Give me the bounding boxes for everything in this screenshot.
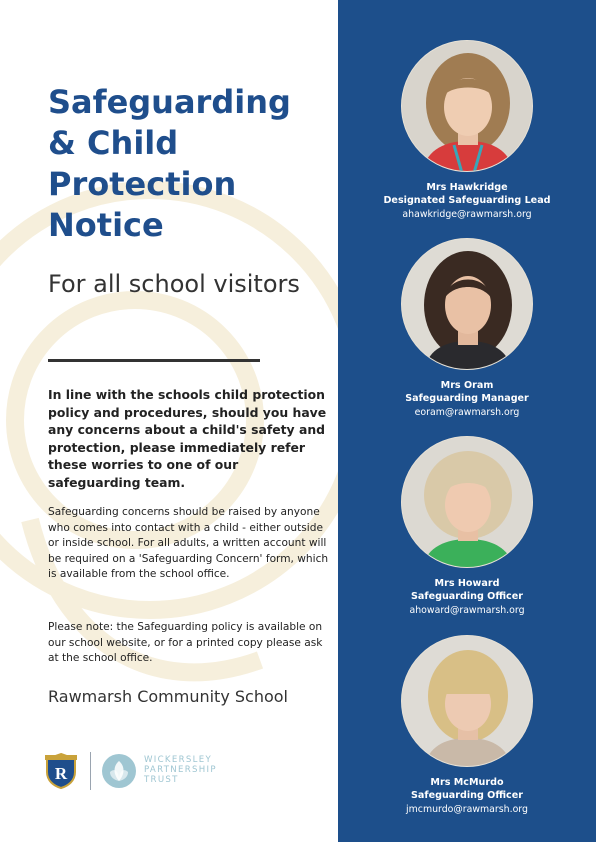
logo-separator <box>90 752 91 790</box>
team-member-role: Safeguarding Officer <box>411 790 523 801</box>
team-member-email: ahawkridge@rawmarsh.org <box>402 209 532 220</box>
safeguarding-team-panel <box>338 0 596 842</box>
team-member-photo <box>401 40 533 172</box>
policy-paragraph: Please note: the Safeguarding policy is available on our school website, or for a printed copy please ask at the school office. <box>48 621 323 665</box>
team-member-role: Safeguarding Officer <box>411 591 523 602</box>
footer-logos <box>44 750 274 792</box>
notice-subtitle: For all school visitors <box>48 270 300 298</box>
team-member-photo <box>401 238 533 370</box>
team-member-email: ahoward@rawmarsh.org <box>409 605 525 616</box>
concerns-paragraph: Safeguarding concerns should be raised by anyone who comes into contact with a child - either outside or inside school. For all adults, a written account will be required on a 'Safeguarding Concern' form, which is available from the school office. <box>48 506 329 581</box>
team-member-email: eoram@rawmarsh.org <box>414 407 520 418</box>
crest-letter: R <box>54 764 68 783</box>
team-member-role: Designated Safeguarding Lead <box>383 195 551 206</box>
team-member-card <box>338 40 596 240</box>
team-member-card <box>338 238 596 438</box>
team-member-photo <box>401 635 533 767</box>
school-name: Rawmarsh Community School <box>48 687 288 706</box>
team-member-role: Safeguarding Manager <box>405 393 529 404</box>
trust-logo-text <box>144 755 217 785</box>
team-member-name: Mrs McMurdo <box>430 777 504 788</box>
trust-line-2: PARTNERSHIP <box>144 765 217 775</box>
divider-line <box>48 359 260 362</box>
trust-line-1: WICKERSLEY <box>144 755 212 765</box>
team-member-photo <box>401 436 533 568</box>
school-crest-icon <box>44 752 78 790</box>
team-member-name: Mrs Howard <box>434 578 500 589</box>
lead-paragraph: In line with the schools child protection policy and procedures, should you have any concerns about a child's safety and protection, please immediately refer these worries to one of our safeguarding team. <box>48 387 327 490</box>
trust-line-3: TRUST <box>144 775 179 785</box>
trust-logo-icon <box>100 752 138 790</box>
notice-title: Safeguarding & Child Protection Notice <box>48 83 291 244</box>
team-member-name: Mrs Hawkridge <box>426 182 508 193</box>
team-member-card <box>338 436 596 636</box>
team-member-email: jmcmurdo@rawmarsh.org <box>406 804 528 815</box>
team-member-name: Mrs Oram <box>440 380 494 391</box>
team-member-card <box>338 635 596 835</box>
